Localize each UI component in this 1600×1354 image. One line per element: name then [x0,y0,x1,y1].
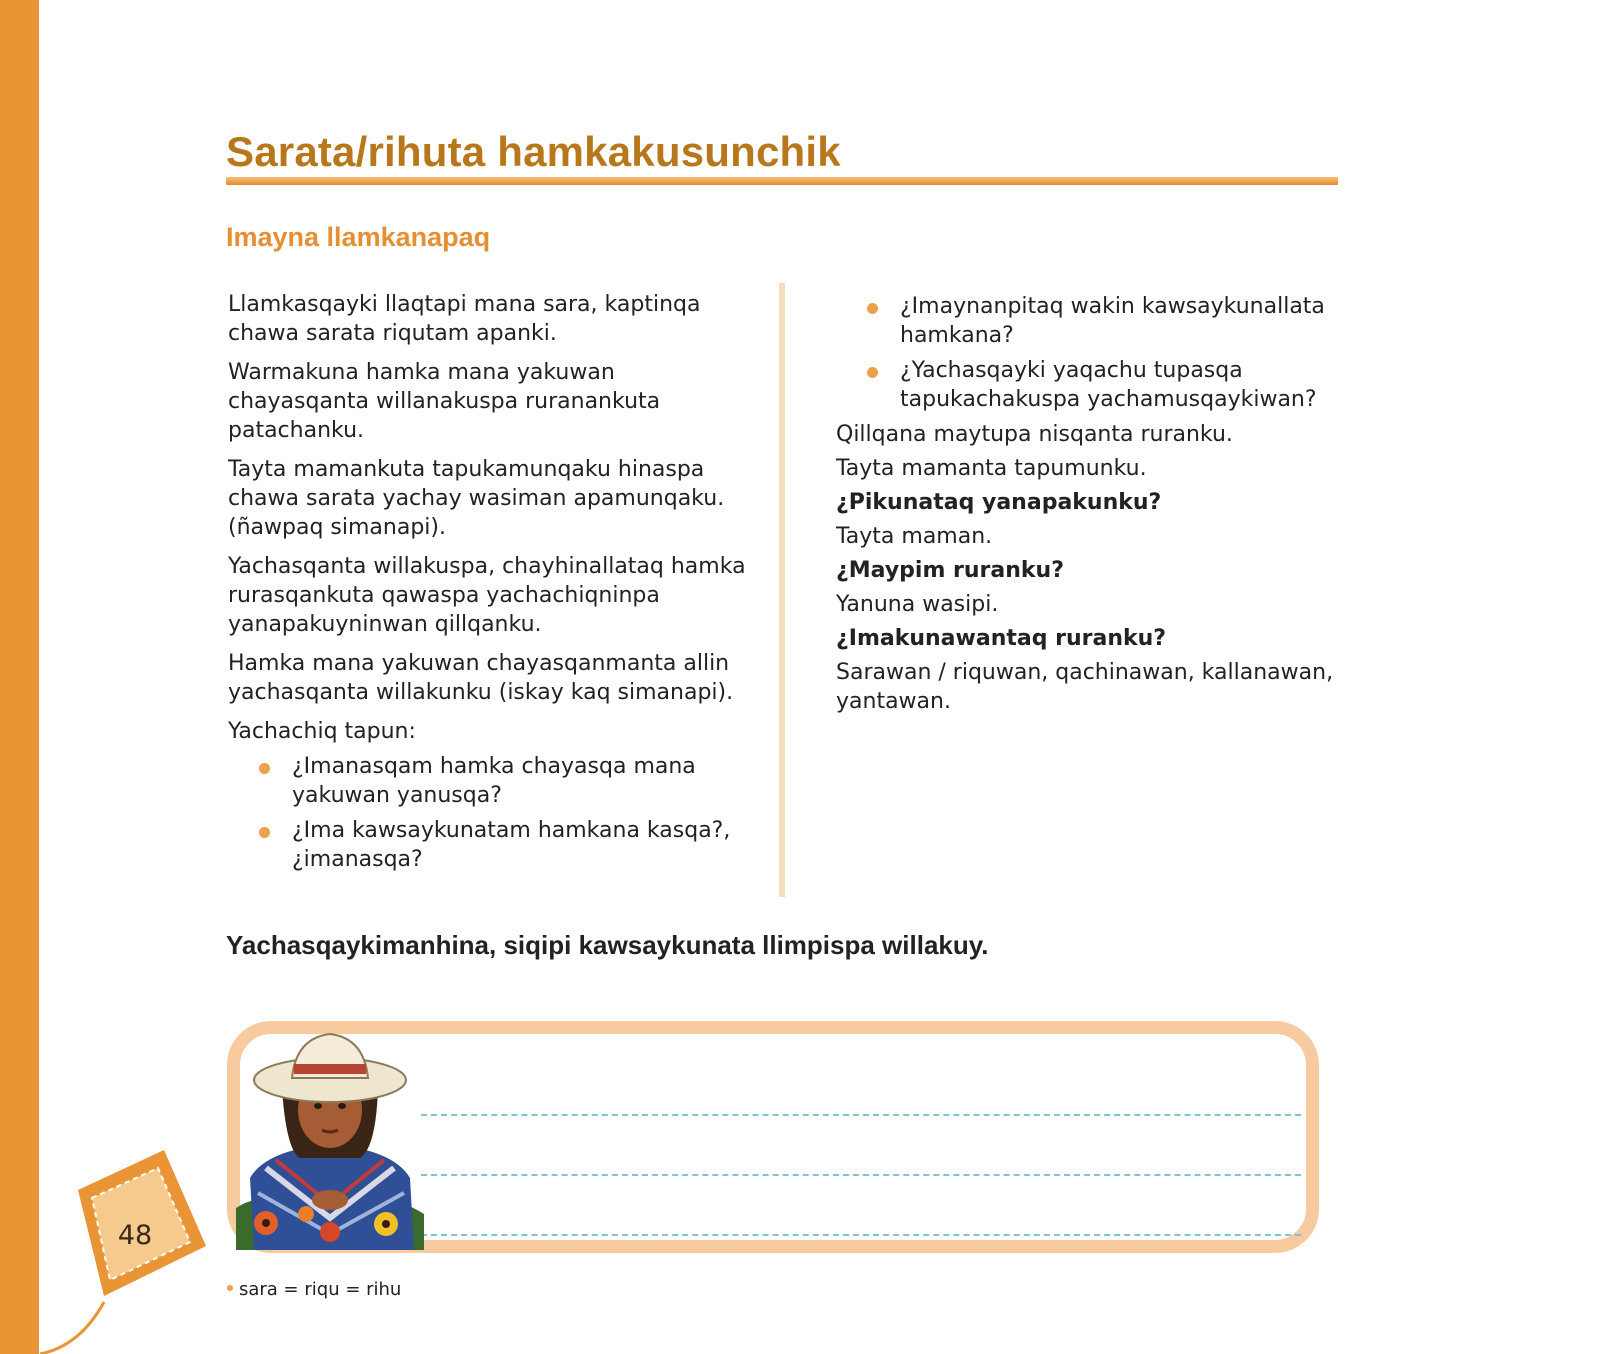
list-item [836,356,1336,414]
answer-line: Yanuna wasipi. [836,592,999,617]
question-list [228,752,758,874]
bullet-dot-icon [259,763,270,774]
writing-line-1[interactable] [421,1114,1301,1116]
paragraph: Yachasqanta willakuspa, chayhinallataq hamka rurasqankuta qawaspa yachachiqninpa yanapakuyninwan qillqanku. [228,554,746,637]
footnote-bullet-icon [227,1285,233,1291]
bullet-dot-icon [867,367,878,378]
page-title: Sarata/rihuta hamkakusunchik [226,128,841,175]
page-number: 48 [117,1220,153,1251]
paragraph: Tayta mamankuta tapukamunqaku hinaspa chawa sarata yachay wasiman apamunqaku. (ñawpaq simanapi). [228,457,725,540]
section-subtitle: Imayna llamkanapaq [226,222,491,252]
list-item [228,816,758,874]
question-list [836,292,1336,414]
paragraph: Warmakuna hamka mana yakuwan chayasqanta willanakuspa ruranankuta patachanku. [228,360,661,443]
writing-line-2[interactable] [421,1174,1301,1176]
list-item-text: ¿Yachasqayki yaqachu tupasqa tapukachakuspa yachamusqaykiwan? [900,358,1317,412]
title-underline [226,177,1338,185]
list-item [836,292,1336,350]
footnote-text: sara = riqu = rihu [239,1279,402,1300]
footnote [227,1279,401,1300]
answer-line: Sarawan / riquwan, qachinawan, kallanawan, yantawan. [836,660,1334,714]
question-heading: ¿Imakunawantaq ruranku? [836,626,1167,651]
bullet-dot-icon [259,827,270,838]
answer-line: Tayta mamanta tapumunku. [836,456,1147,481]
question-heading: ¿Maypim ruranku? [836,558,1064,583]
page-number-kite-icon [0,1150,230,1354]
child-illustration [236,1018,424,1250]
writing-line-3[interactable] [421,1234,1301,1236]
list-item-text: ¿Imanasqam hamka chayasqa mana yakuwan yanusqa? [292,754,696,808]
list-item-text: ¿Ima kawsaykunatam hamkana kasqa?, ¿imanasqa? [292,818,731,872]
list-item-text: ¿Imaynanpitaq wakin kawsaykunallata hamkana? [900,294,1325,348]
list-item [228,752,758,810]
paragraph: Hamka mana yakuwan chayasqanmanta allin yachasqanta willakunku (iskay kaq simanapi). [228,651,734,705]
bullet-dot-icon [867,303,878,314]
paragraph: Llamkasqayki llaqtapi mana sara, kaptinqa chawa sarata riqutam apanki. [228,292,701,346]
left-column [228,290,758,880]
question-heading: ¿Pikunataq yanapakunku? [836,490,1162,515]
answer-line: Tayta maman. [836,524,993,549]
column-divider [779,283,785,897]
paragraph: Yachachiq tapun: [228,719,416,744]
right-column [836,292,1336,721]
activity-instruction: Yachasqaykimanhina, siqipi kawsaykunata llimpispa willakuy. [226,930,989,960]
answer-line: Qillqana maytupa nisqanta ruranku. [836,422,1233,447]
